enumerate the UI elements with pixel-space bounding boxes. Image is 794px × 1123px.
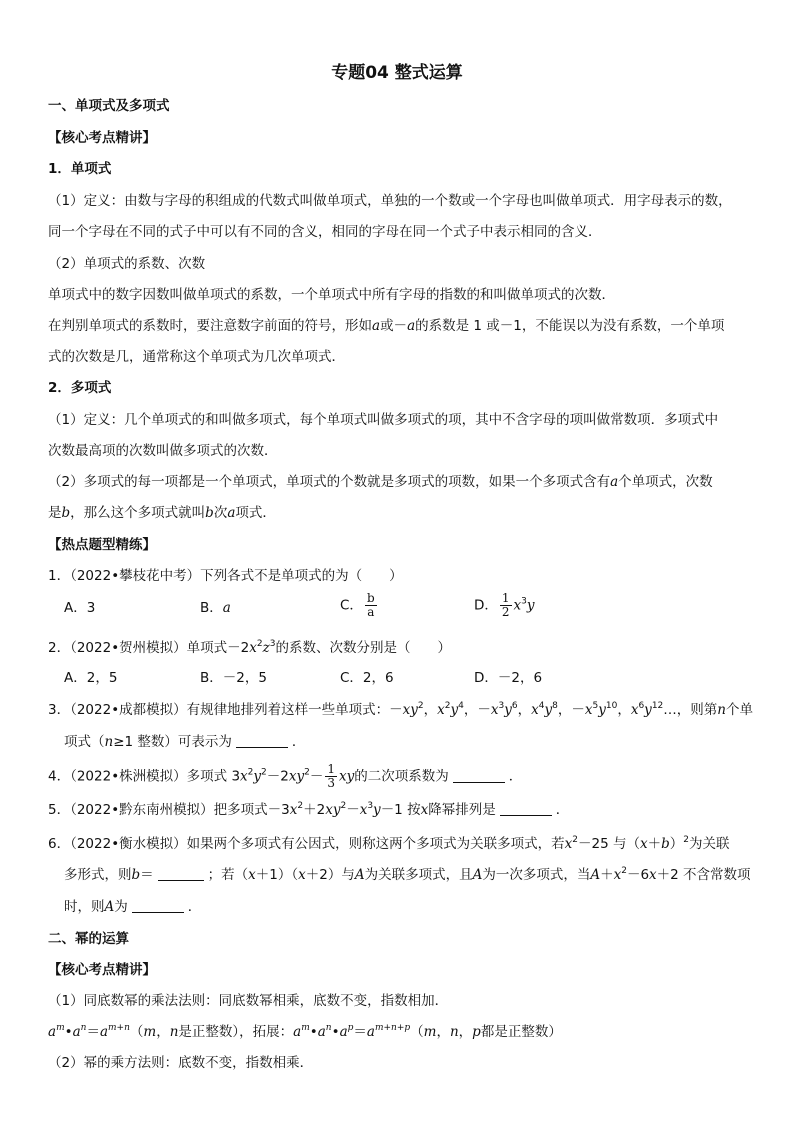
paragraph: （1）定义：由数与字母的积组成的代数式叫做单项式，单独的一个数或一个字母也叫做单项式．用字母表示的数， [48, 193, 732, 209]
fraction: $\frac{b}{a}$ [366, 591, 375, 619]
q1-option-a: A．3 [64, 600, 96, 616]
q2-option-b: B．－2，5 [200, 670, 267, 686]
question-3-line2: 项式（n≥1 整数）可表示为 ． [64, 734, 306, 750]
paragraph: 在判别单项式的系数时，要注意数字前面的符号，形如a或－a的系数是 1 或－1，不能误以为没有系数，一个单项 [48, 318, 725, 334]
paragraph: （1）定义：几个单项式的和叫做多项式，每个单项式叫做多项式的项，其中不含字母的项叫做常数项．多项式中 [48, 412, 719, 428]
q2-option-c: C．2，6 [340, 670, 394, 686]
paragraph: 式的次数是几，通常称这个单项式为几次单项式． [48, 349, 345, 365]
answer-blank[interactable] [500, 801, 552, 816]
paragraph: 次数最高项的次数叫做多项式的次数． [48, 443, 278, 459]
paragraph: 同一个字母在不同的式子中可以有不同的含义，相同的字母在同一个式子中表示相同的含义． [48, 224, 602, 240]
hot-topics-heading: 【热点题型精练】 [48, 537, 156, 553]
question-2-stem: 2．（2022•贺州模拟）单项式$-2x^2z^3$的系数、次数分别是（ ） [48, 639, 451, 656]
core-points-heading: 【核心考点精讲】 [48, 130, 156, 146]
question-1-stem: 1．（2022•攀枝花中考）下列各式不是单项式的为（ ） [48, 568, 403, 584]
section-heading: 一、单项式及多项式 [48, 98, 170, 114]
paragraph: $a^m•a^n=a^{m+n}(m$，n是正整数），拓展：$a^m•a^n•a^p=a^{m+n+p}(m$，n，p都是正整数） [48, 1023, 562, 1040]
subheading-polynomial: 2．多项式 [48, 380, 112, 396]
question-6-line3: 时，则A为 ． [64, 899, 202, 915]
question-6-line2: 多形式，则b＝ ；若（x＋1）（x＋2）与A为关联多项式，且A为一次多项式，当$A+x^2-6x+2$ 不含常数项 [64, 866, 751, 883]
paragraph: 是b，那么这个多项式就叫b次a项式． [48, 505, 276, 521]
q2-option-a: A．2，5 [64, 670, 118, 686]
answer-blank[interactable] [453, 768, 505, 783]
paragraph: 单项式中的数字因数叫做单项式的系数，一个单项式中所有字母的指数的和叫做单项式的次数． [48, 287, 615, 303]
section-heading: 二、幂的运算 [48, 931, 129, 947]
q1-option-b: B．a [200, 600, 231, 616]
q1-option-c: C． $\frac{b}{a}$ [340, 591, 375, 619]
question-3-stem: 3．（2022•成都模拟）有规律地排列着这样一些单项式：$-xy^2$，$x^2y^4$，$-x^3y^6$，$x^4y^8$，$-x^5y^{10}$，$x^6y^{12}\dots$，则第n个单 [48, 701, 753, 718]
question-5-stem: 5．（2022•黔东南州模拟）把多项式$-3x^2+2xy^2-x^3y-1$ 按x降幂排列是 ． [48, 801, 570, 818]
paragraph: （1）同底数幂的乘法法则：同底数幂相乘，底数不变，指数相加． [48, 993, 449, 1009]
answer-blank[interactable] [132, 898, 184, 913]
q1-option-d: D． $\frac{1}{2}$ $x^3y$ [474, 591, 535, 619]
subheading-monomial: 1．单项式 [48, 161, 112, 177]
fraction: $\frac{1}{2}$ [501, 591, 510, 619]
paragraph: （2）多项式的每一项都是一个单项式，单项式的个数就是多项式的项数，如果一个多项式含有a个单项式，次数 [48, 474, 713, 490]
page-title: 专题04 整式运算 [331, 63, 463, 83]
paragraph: （2）幂的乘方法则：底数不变，指数相乘． [48, 1055, 314, 1071]
question-4-stem: 4．（2022•株洲模拟）多项式 $3x^2y^2-2xy^2-$ $\frac{1}{3}$ xy的二次项系数为 ． [48, 762, 523, 790]
answer-blank[interactable] [236, 733, 288, 748]
core-points-heading: 【核心考点精讲】 [48, 962, 156, 978]
paragraph: （2）单项式的系数、次数 [48, 256, 206, 272]
fraction: $\frac{1}{3}$ [327, 762, 335, 790]
question-6-stem: 6．（2022•衡水模拟）如果两个多项式有公因式，则称这两个多项式为关联多项式，若$x^2-25$ 与$(x+b)^2$为关联 [48, 835, 730, 852]
q2-option-d: D．－2，6 [474, 670, 543, 686]
answer-blank[interactable] [158, 866, 204, 881]
